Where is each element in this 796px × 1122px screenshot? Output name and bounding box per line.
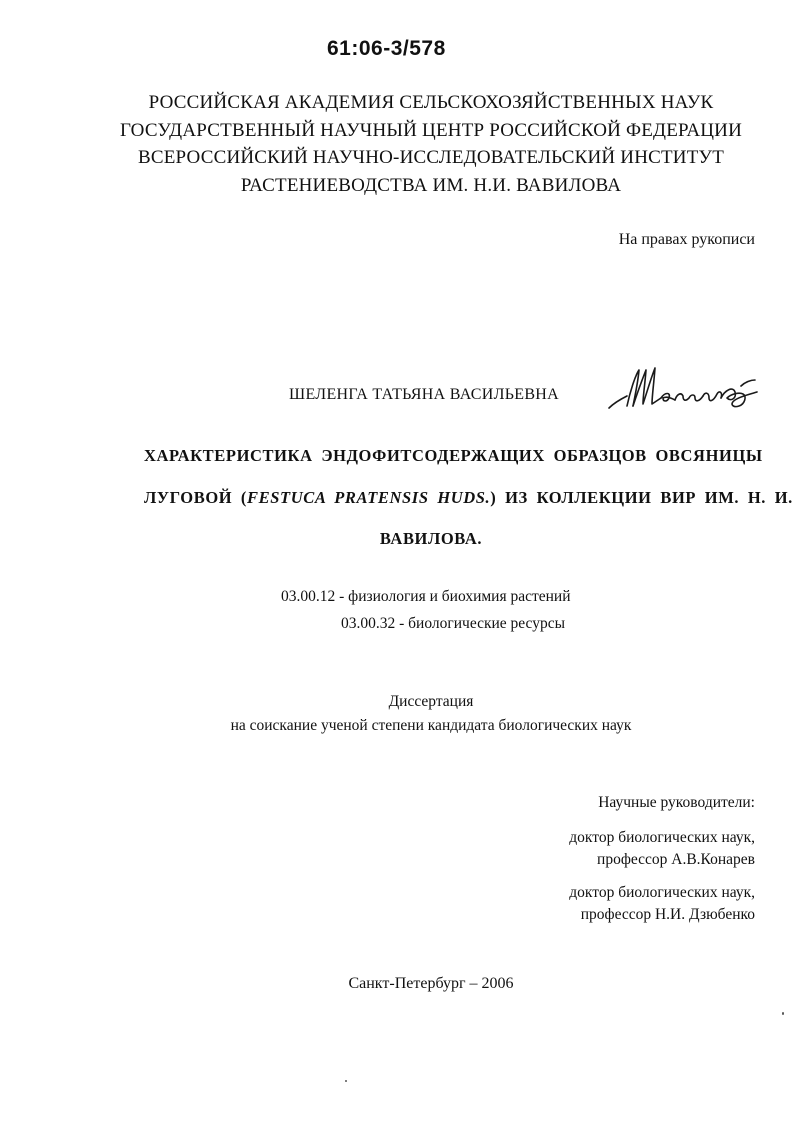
- scan-speck: [345, 1080, 347, 1082]
- specialty-code-resources: 03.00.32 - биологические ресурсы: [341, 615, 566, 632]
- thesis-title-line-1: ХАРАКТЕРИСТИКА ЭНДОФИТСОДЕРЖАЩИХ ОБРАЗЦОВ ОВСЯНИЦЫ: [144, 446, 763, 465]
- organization-line-institute: ВСЕРОССИЙСКИЙ НАУЧНО-ИССЛЕДОВАТЕЛЬСКИЙ ИНСТИТУТ: [138, 147, 724, 168]
- author-name: ШЕЛЕНГА ТАТЬЯНА ВАСИЛЬЕВНА: [289, 386, 560, 403]
- specialty-code-physiology: 03.00.12 - физиология и биохимия растений: [281, 588, 571, 605]
- thesis-title-line-3: ВАВИЛОВА.: [379, 529, 483, 548]
- handwritten-signature: [605, 362, 765, 424]
- thesis-title-line-2: [144, 488, 793, 508]
- supervisor-2-degree: доктор биологических наук,: [569, 884, 755, 901]
- catalog-number: 61:06-3/578: [327, 37, 446, 60]
- supervisors-heading: Научные руководители:: [598, 794, 755, 811]
- thesis-title-latin-name: FESTUCA PRATENSIS HUDS.: [247, 488, 491, 507]
- supervisor-1-name: профессор А.В.Конарев: [597, 851, 755, 868]
- dissertation-label: Диссертация: [388, 693, 474, 710]
- thesis-title-line-2-after: ) ИЗ КОЛЛЕКЦИИ ВИР ИМ. Н. И.: [490, 488, 793, 507]
- scan-speck: [782, 1012, 784, 1015]
- supervisor-1-degree: доктор биологических наук,: [569, 829, 755, 846]
- city-year-footer: Санкт-Петербург – 2006: [348, 975, 514, 992]
- organization-line-vavilov: РАСТЕНИЕВОДСТВА ИМ. Н.И. ВАВИЛОВА: [240, 175, 622, 196]
- organization-line-academy: РОССИЙСКАЯ АКАДЕМИЯ СЕЛЬСКОХОЗЯЙСТВЕННЫХ НАУК: [148, 92, 714, 113]
- dissertation-degree: на соискание ученой степени кандидата биологических наук: [230, 717, 632, 734]
- organization-line-center: ГОСУДАРСТВЕННЫЙ НАУЧНЫЙ ЦЕНТР РОССИЙСКОЙ ФЕДЕРАЦИИ: [119, 120, 743, 141]
- manuscript-rights-note: На правах рукописи: [618, 231, 755, 248]
- supervisor-2-name: профессор Н.И. Дзюбенко: [580, 906, 755, 923]
- thesis-title-line-2-before: ЛУГОВОЙ (: [144, 488, 248, 507]
